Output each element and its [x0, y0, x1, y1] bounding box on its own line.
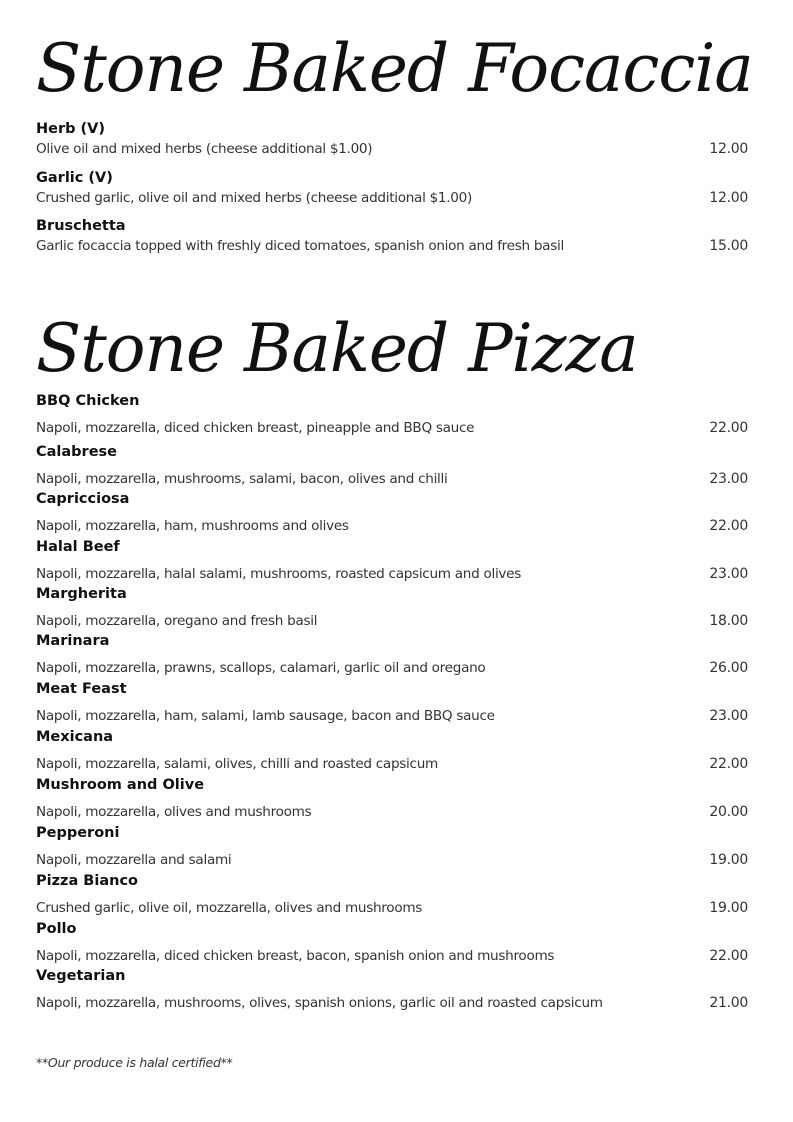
item-price: 22.00 [709, 518, 748, 534]
item-price: 18.00 [709, 613, 748, 629]
item-description: Garlic focaccia topped with freshly diced tomatoes, spanish onion and fresh basil [36, 238, 564, 254]
item-description: Napoli, mozzarella, prawns, scallops, calamari, garlic oil and oregano [36, 660, 486, 676]
item-description: Napoli, mozzarella, olives and mushrooms [36, 804, 312, 820]
item-price: 15.00 [709, 238, 748, 254]
item-description: Napoli, mozzarella and salami [36, 852, 232, 868]
item-description: Crushed garlic, olive oil, mozzarella, olives and mushrooms [36, 900, 423, 916]
item-description: Crushed garlic, olive oil and mixed herbs (cheese additional $1.00) [36, 190, 473, 206]
item-name: Vegetarian [36, 968, 126, 984]
item-description: Napoli, mozzarella, salami, olives, chilli and roasted capsicum [36, 756, 438, 772]
item-price: 19.00 [709, 900, 748, 916]
item-description: Napoli, mozzarella, ham, mushrooms and olives [36, 518, 349, 534]
pizza-section-title: Stone Baked Pizza [36, 310, 638, 387]
item-price: 19.00 [709, 852, 748, 868]
item-name: Meat Feast [36, 681, 127, 697]
item-name: Capricciosa [36, 491, 130, 507]
item-price: 22.00 [709, 948, 748, 964]
item-name: Bruschetta [36, 218, 126, 234]
item-name: Calabrese [36, 444, 118, 460]
item-price: 21.00 [709, 995, 748, 1011]
item-description: Napoli, mozzarella, oregano and fresh basil [36, 613, 318, 629]
item-price: 22.00 [709, 756, 748, 772]
item-description: Napoli, mozzarella, diced chicken breast, bacon, spanish onion and mushrooms [36, 948, 555, 964]
item-name: Pollo [36, 921, 77, 937]
item-price: 26.00 [709, 660, 748, 676]
item-price: 22.00 [709, 420, 748, 436]
item-name: Marinara [36, 633, 110, 649]
item-description: Napoli, mozzarella, diced chicken breast, pineapple and BBQ sauce [36, 420, 475, 436]
item-name: Pepperoni [36, 825, 120, 841]
item-description: Napoli, mozzarella, ham, salami, lamb sausage, bacon and BBQ sauce [36, 708, 495, 724]
item-description: Napoli, mozzarella, mushrooms, salami, bacon, olives and chilli [36, 471, 448, 487]
item-name: Garlic (V) [36, 170, 113, 186]
item-name: Halal Beef [36, 539, 120, 555]
item-price: 23.00 [709, 708, 748, 724]
item-name: Mushroom and Olive [36, 777, 205, 793]
item-description: Napoli, mozzarella, halal salami, mushrooms, roasted capsicum and olives [36, 566, 522, 582]
halal-footnote: **Our produce is halal certified** [36, 1055, 233, 1070]
item-price: 23.00 [709, 471, 748, 487]
item-description: Olive oil and mixed herbs (cheese additional $1.00) [36, 141, 373, 157]
item-name: Margherita [36, 586, 127, 602]
item-price: 12.00 [709, 141, 748, 157]
item-name: Herb (V) [36, 121, 106, 137]
item-price: 23.00 [709, 566, 748, 582]
item-name: Pizza Bianco [36, 873, 138, 889]
item-name: Mexicana [36, 729, 114, 745]
item-name: BBQ Chicken [36, 393, 140, 409]
item-price: 20.00 [709, 804, 748, 820]
item-description: Napoli, mozzarella, mushrooms, olives, spanish onions, garlic oil and roasted capsicum [36, 995, 603, 1011]
focaccia-section-title: Stone Baked Focaccia [36, 30, 753, 107]
item-price: 12.00 [709, 190, 748, 206]
